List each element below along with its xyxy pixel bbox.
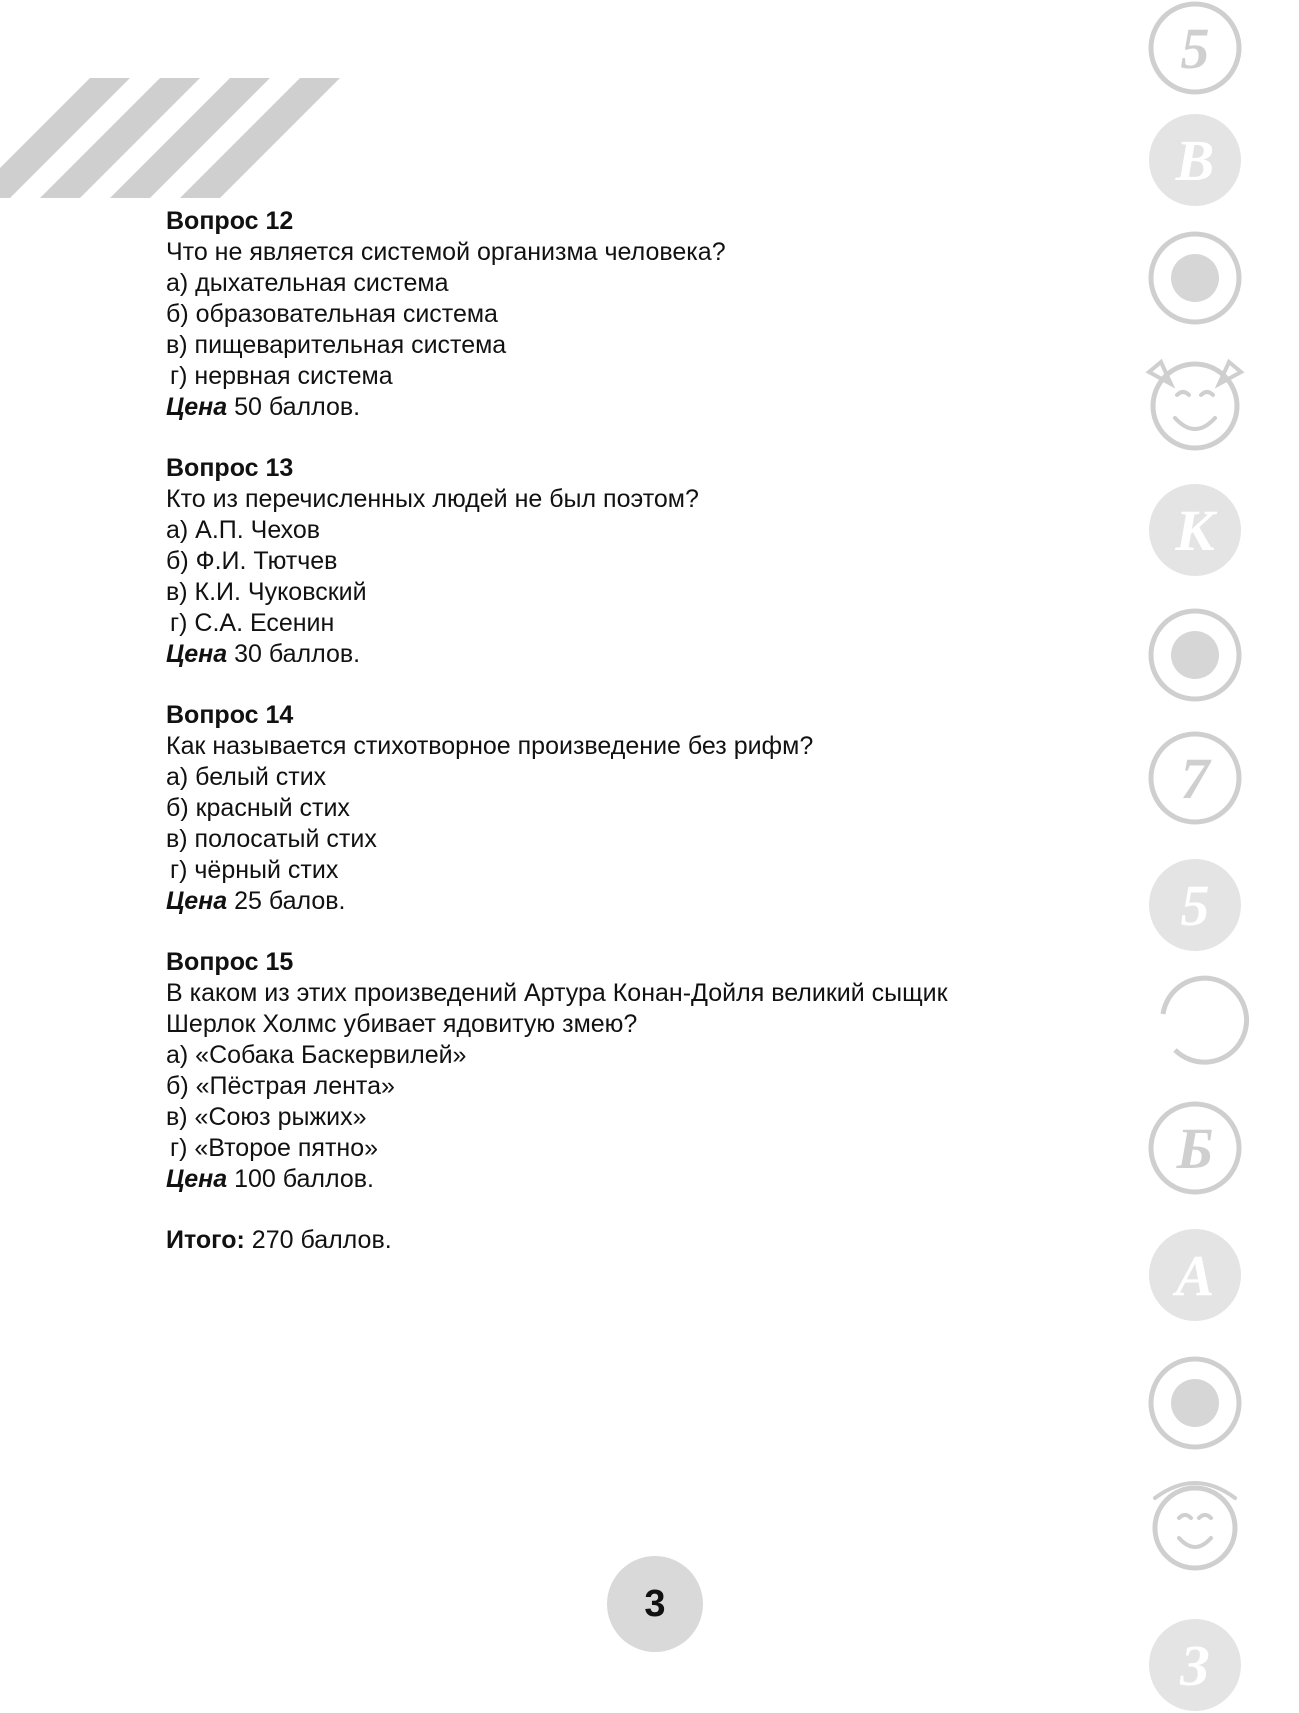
answer-option: б) Ф.И. Тютчев bbox=[166, 547, 338, 575]
target-dot-icon bbox=[1171, 631, 1219, 679]
question-title: Вопрос 15 bbox=[166, 948, 294, 976]
answer-option: б) «Пёстрая лента» bbox=[166, 1072, 395, 1100]
answer-option: в) «Союз рыжих» bbox=[166, 1103, 367, 1131]
answer-option: а) дыхательная система bbox=[166, 269, 449, 297]
question-price bbox=[166, 886, 1066, 917]
question-title: Вопрос 13 bbox=[166, 454, 294, 482]
target-dot-icon bbox=[1171, 1379, 1219, 1427]
price-value: 50 баллов. bbox=[227, 393, 361, 421]
target-dot-icon bbox=[1171, 254, 1219, 302]
question-text: Как называется стихотворное произведение без рифм? bbox=[166, 732, 814, 760]
question-title: Вопрос 12 bbox=[166, 207, 294, 235]
question-price bbox=[166, 1164, 1066, 1195]
answer-option: а) «Собака Баскервилей» bbox=[166, 1041, 467, 1069]
answer-option: а) А.П. Чехов bbox=[166, 516, 321, 544]
glyph-5-icon: 5 bbox=[1180, 16, 1210, 81]
glyph-b-icon: Б bbox=[1176, 1116, 1214, 1181]
price-label: Цена bbox=[166, 887, 228, 915]
total-value: 270 баллов. bbox=[244, 1226, 392, 1254]
price-label: Цена bbox=[166, 393, 228, 421]
swirl-arrow-icon bbox=[1163, 978, 1247, 1062]
question-price bbox=[166, 639, 1066, 670]
answer-option: г) чёрный стих bbox=[170, 856, 339, 884]
question-14 bbox=[166, 700, 1066, 917]
answer-option: б) красный стих bbox=[166, 794, 350, 822]
question-text: Шерлок Холмс убивает ядовитую змею? bbox=[166, 1010, 638, 1038]
question-text: Что не является системой организма человека? bbox=[166, 238, 726, 266]
glyph-a-icon: А bbox=[1175, 1243, 1215, 1308]
answer-option: в) полосатый стих bbox=[166, 825, 377, 853]
answer-option: г) «Второе пятно» bbox=[170, 1134, 379, 1162]
price-value: 25 балов. bbox=[227, 887, 346, 915]
glyph-v-icon: В bbox=[1175, 128, 1215, 193]
page-number: 3 bbox=[607, 1556, 703, 1652]
glyph-k-icon: К bbox=[1175, 498, 1215, 563]
price-value: 30 баллов. bbox=[227, 640, 361, 668]
smiley-face-icon bbox=[1155, 1488, 1235, 1568]
answer-option: в) пищеварительная система bbox=[166, 331, 507, 359]
price-value: 100 баллов. bbox=[227, 1165, 374, 1193]
question-12 bbox=[166, 206, 1066, 423]
answer-option: г) нервная система bbox=[170, 362, 393, 390]
price-label: Цена bbox=[166, 1165, 228, 1193]
question-text: В каком из этих произведений Артура Конан-Дойля великий сыщик bbox=[166, 979, 948, 1007]
glyph-5-icon: 5 bbox=[1180, 873, 1210, 938]
total-score bbox=[166, 1225, 1066, 1256]
glyph-7-icon: 7 bbox=[1180, 746, 1210, 811]
answer-option: а) белый стих bbox=[166, 763, 327, 791]
answer-option: в) К.И. Чуковский bbox=[166, 578, 367, 606]
total-label: Итого: bbox=[166, 1226, 245, 1254]
price-label: Цена bbox=[166, 640, 228, 668]
diagonal-stripes-decoration bbox=[0, 78, 340, 198]
answer-option: б) образовательная система bbox=[166, 300, 498, 328]
question-title: Вопрос 14 bbox=[166, 701, 294, 729]
question-15 bbox=[166, 947, 1066, 1195]
answer-option: г) С.А. Есенин bbox=[170, 609, 335, 637]
question-13 bbox=[166, 453, 1066, 670]
question-price bbox=[166, 392, 1066, 423]
glyph-z-icon: З bbox=[1180, 1633, 1210, 1698]
side-decoration-column bbox=[1135, 0, 1285, 1713]
question-text: Кто из перечисленных людей не был поэтом? bbox=[166, 485, 699, 513]
quiz-content bbox=[166, 206, 1066, 1256]
